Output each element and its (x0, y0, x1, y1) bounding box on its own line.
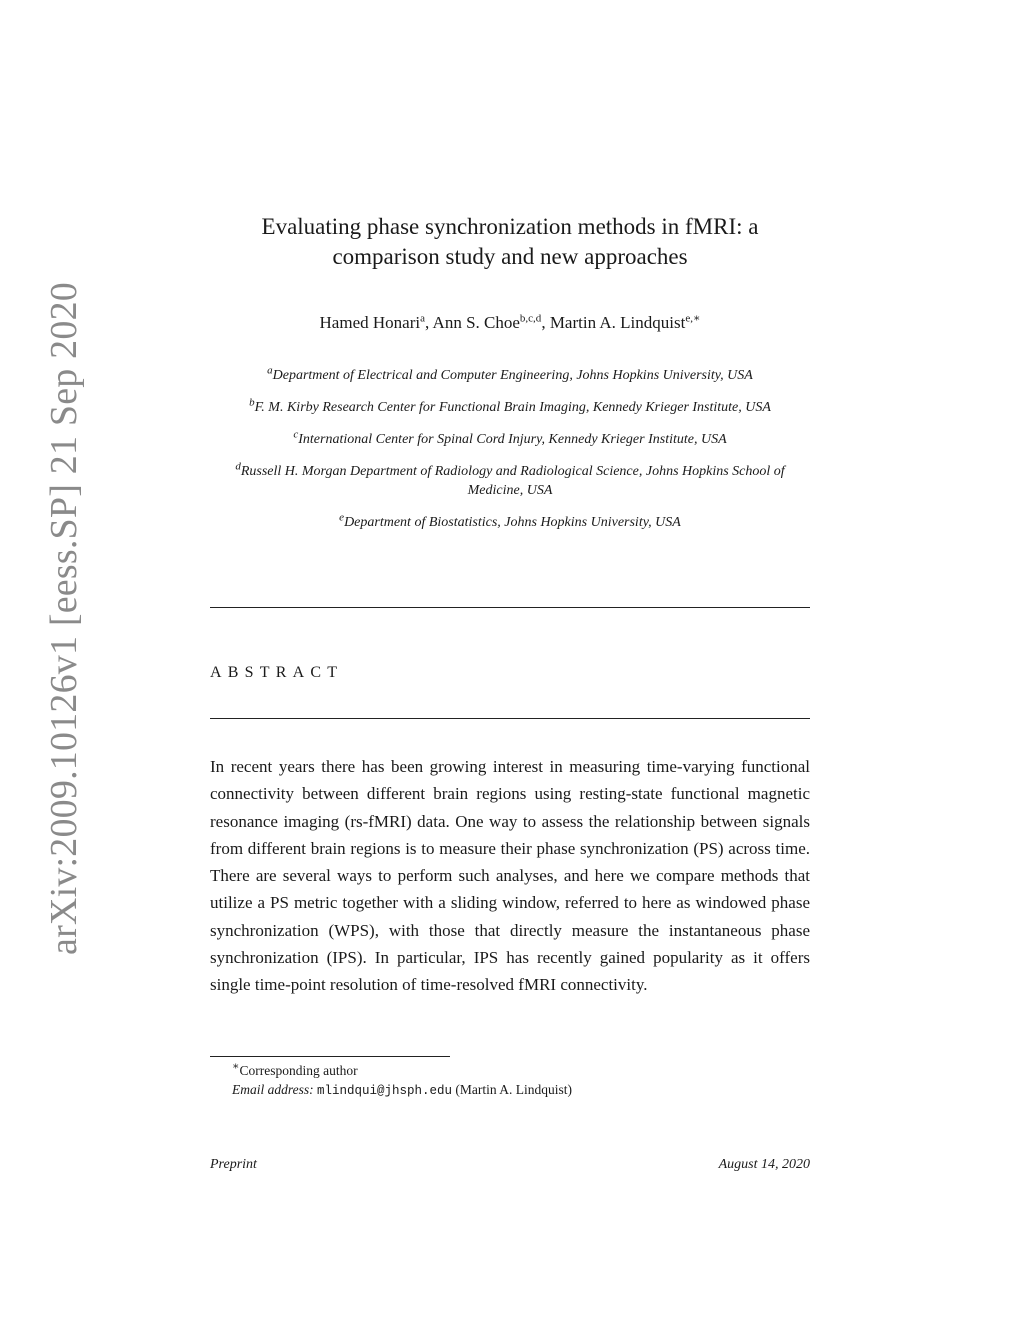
affiliation (210, 366, 810, 385)
abstract-top-divider (210, 607, 810, 608)
author-name: Ann S. Choe (432, 313, 520, 332)
affiliation-text: Department of Biostatistics, Johns Hopkins University, USA (344, 515, 681, 530)
footnote-mark: ∗ (232, 1060, 240, 1073)
affiliation-text: F. M. Kirby Research Center for Functional Brain Imaging, Kennedy Krieger Institute, USA (254, 400, 771, 415)
corresponding-author-note (232, 1062, 792, 1081)
affiliations (210, 366, 810, 545)
footer-preprint-label: Preprint (210, 1157, 257, 1172)
affiliation-mark: b (249, 396, 255, 409)
abstract-text: In recent years there has been growing interest in measuring time-varying functional connectivity between different brain regions using resting-state functional magnetic resonance imaging (rs-fMRI) data. One way to assess the relationship between signals from different brain regions is to measure their phase synchronization (PS) across time. There are several ways to perform such analyses, and here we compare methods that utilize a PS metric together with a sliding window, referred to here as windowed phase synchronization (WPS), with those that directly measure the instantaneous phase synchronization (IPS). In particular, IPS has recently gained popularity as it offers single time-point resolution of time-resolved fMRI connectivity. (210, 757, 810, 995)
affiliation-mark: a (267, 364, 273, 377)
affiliation (210, 462, 810, 500)
footnote (232, 1062, 792, 1100)
affiliation-text: Department of Electrical and Computer Engineering, Johns Hopkins University, USA (272, 368, 753, 383)
author-list: Hamed Honari$^a$, Ann S. Choe$^{b,c,d}$, Martin A. Lindquist$^{e,∗}$ (319, 312, 701, 332)
affiliation-mark: c (293, 428, 299, 441)
affiliation (210, 398, 810, 417)
author-affiliation-mark: a (420, 312, 425, 325)
footnote-divider (210, 1056, 450, 1057)
author-affiliation-mark: e,∗ (685, 312, 701, 325)
email-owner: (Martin A. Lindquist) (455, 1081, 573, 1097)
affiliation-text: Russell H. Morgan Department of Radiology and Radiological Science, Johns Hopkins School of Medicine, USA (240, 464, 785, 498)
affiliation-mark: d (235, 460, 241, 473)
affiliation (210, 513, 810, 532)
affiliation-text: International Center for Spinal Cord Injury, Kennedy Krieger Institute, USA (298, 432, 727, 447)
arxiv-identifier-stamp: arXiv:2009.10126v1 [eess.SP] 21 Sep 2020 (43, 282, 85, 955)
affiliation (210, 430, 810, 449)
abstract-bottom-divider (210, 718, 810, 719)
author-affiliation-mark: b,c,d (519, 312, 542, 325)
footer-date: August 14, 2020 (718, 1157, 810, 1172)
abstract-heading: ABSTRACT (210, 664, 344, 681)
corresponding-author-label: Corresponding author (239, 1063, 358, 1078)
email-line (232, 1081, 792, 1101)
email-label: Email address: (232, 1081, 314, 1097)
author-name: Martin A. Lindquist (549, 313, 686, 332)
paper-title: Evaluating phase synchronization methods in fMRI: a comparison study and new approaches (261, 214, 759, 269)
author-name: Hamed Honari (319, 313, 421, 332)
email-address[interactable]: mlindqui@jhsph.edu (317, 1083, 453, 1098)
affiliation-mark: e (339, 511, 345, 524)
